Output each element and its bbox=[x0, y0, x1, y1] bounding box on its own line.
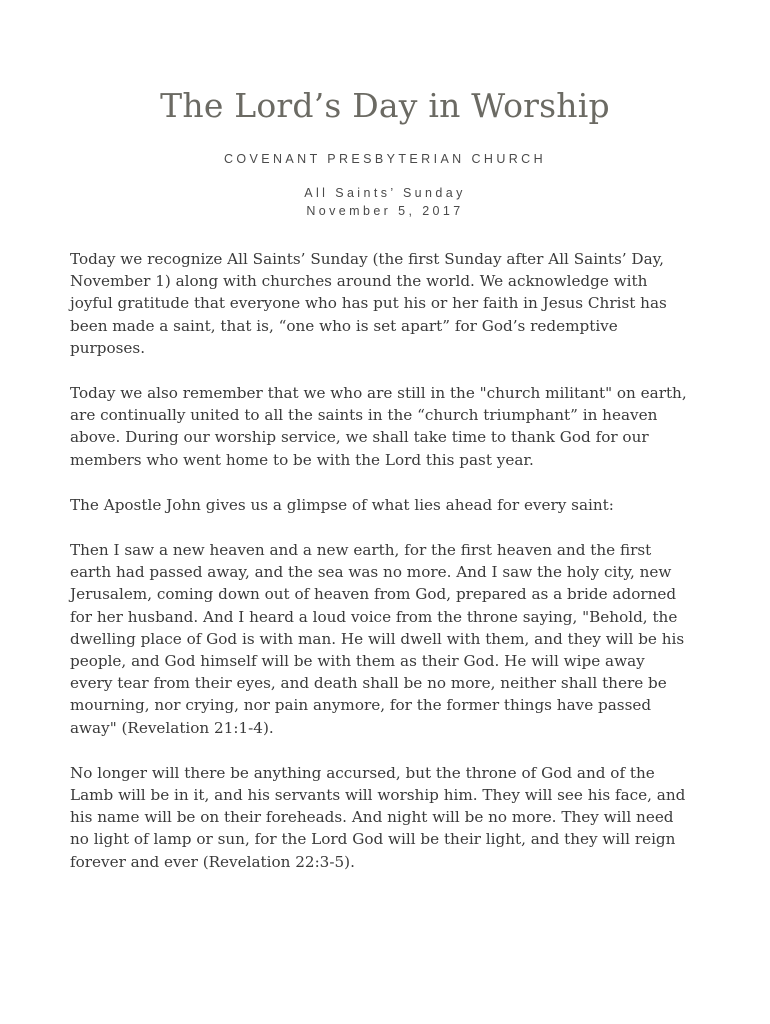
paragraph-revelation-22: No longer will there be anything accursed, but the throne of God and of the Lamb will be in it, and his servants will worship him. They will see his face, and his name will be on their foreheads. And night will be no more. They will need no light of lamp or sun, for the Lord God will be their light, and they will reign forever and ever (Revelation 22:3-5). bbox=[70, 763, 686, 871]
paragraph-apostle-john: The Apostle John gives us a glimpse of what lies ahead for every saint: bbox=[70, 495, 614, 514]
church-name: COVENANT PRESBYTERIAN CHURCH bbox=[223, 152, 547, 166]
paragraph-remembrance: Today we also remember that we who are still in the "church militant" on earth, are continually united to all the saints in the “church triumphant” in heaven above. During our worship service, we shall take time to thank God for our members who went home to be with the Lord this past year. bbox=[70, 384, 687, 469]
service-date: November 5, 2017 bbox=[306, 204, 464, 218]
service-info bbox=[0, 184, 770, 220]
page-title: The Lord’s Day in Worship bbox=[160, 86, 610, 125]
occasion-label: All Saints’ Sunday bbox=[304, 186, 466, 200]
paragraph-intro: Today we recognize All Saints’ Sunday (the first Sunday after All Saints’ Day, November 1) along with churches around the world. We acknowledge with joyful gratitude that everyone who has put his or her faith in Jesus Christ has been made a saint, that is, “one who is set apart” for God’s redemptive purposes. bbox=[70, 250, 667, 357]
body-text bbox=[70, 248, 690, 896]
paragraph-revelation-21: Then I saw a new heaven and a new earth, for the first heaven and the first earth had passed away, and the sea was no more. And I saw the holy city, new Jerusalem, coming down out of heaven from God, prepared as a bride adorned for her husband. And I heard a loud voice from the throne saying, "Behold, the dwelling place of God is with man. He will dwell with them, and they will be his people, and God himself will be with them as their God. He will wipe away every tear from their eyes, and death shall be no more, neither shall there be mourning, nor crying, nor pain anymore, for the former things have passed away" (Revelation 21:1-4). bbox=[70, 541, 685, 737]
